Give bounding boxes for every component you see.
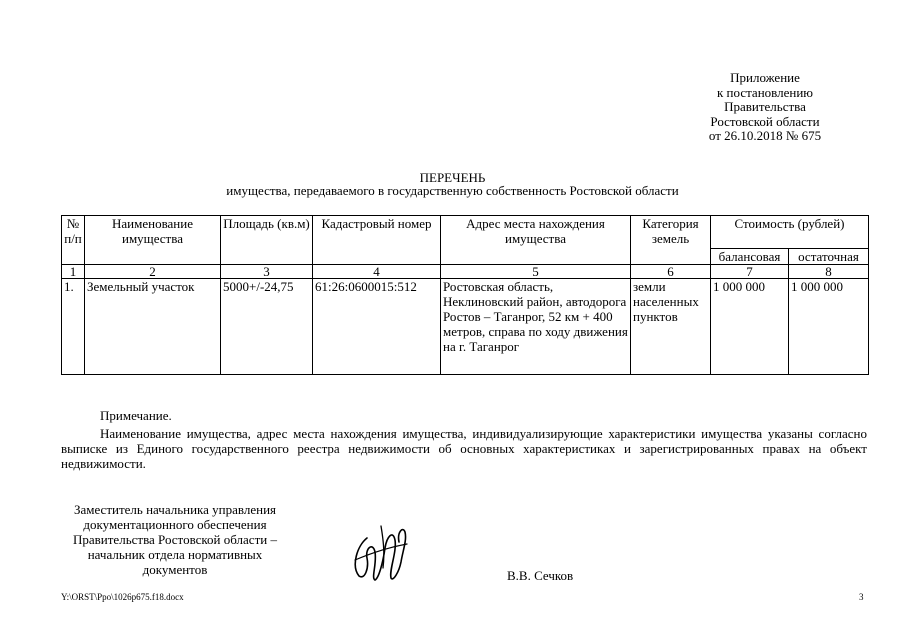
column-number: 3	[221, 265, 313, 279]
handwritten-signature	[345, 518, 425, 583]
cell-category: земли населенных пунктов	[631, 279, 711, 375]
cell-area: 5000+/-24,75	[221, 279, 313, 375]
document-title: ПЕРЕЧЕНЬ	[419, 170, 486, 185]
cell-cost-balance: 1 000 000	[711, 279, 789, 375]
signatory-name: В.В. Сечков	[507, 568, 574, 583]
note-text: Наименование имущества, адрес места нахождения имущества, индивидуализирующие характеристики имущества указаны согласно выписке из Единого государственного реестра недвижимости об основных характеристиках и зарегистрированных правах на объект недвижимости.	[61, 426, 867, 471]
cell-address: Ростовская область, Неклиновский район, автодорога Ростов – Таганрог, 52 км + 400 метров, справа по ходу движения на г. Таганрог	[441, 279, 631, 375]
header-cost-balance: балансовая	[711, 249, 789, 265]
header-area: Площадь (кв.м)	[221, 216, 313, 265]
header-address: Адрес места нахождения имущества	[441, 216, 631, 265]
footer-file-path: Y:\ORST\Ppo\1026p675.f18.docx	[61, 592, 184, 602]
column-number: 7	[711, 265, 789, 279]
column-number-row	[62, 265, 869, 279]
header-num: № п/п	[62, 216, 85, 265]
cell-cost-residual: 1 000 000	[789, 279, 869, 375]
page-number: 3	[859, 592, 864, 602]
column-number: 8	[789, 265, 869, 279]
cell-name: Земельный участок	[85, 279, 221, 375]
column-number: 4	[313, 265, 441, 279]
appendix-line: Ростовской области	[710, 113, 820, 129]
note-title: Примечание.	[100, 408, 172, 423]
header-category: Категория земель	[631, 216, 711, 265]
header-cost-residual: остаточная	[789, 249, 869, 265]
appendix-block	[640, 71, 890, 144]
signatory-position: Заместитель начальника управления документационного обеспечения Правительства Ростовской области – начальник отдела нормативных документов	[73, 502, 277, 577]
column-number: 5	[441, 265, 631, 279]
property-table	[61, 215, 869, 375]
column-number: 6	[631, 265, 711, 279]
appendix-line: от 26.10.2018 № 675	[708, 128, 822, 143]
table-header-row	[62, 216, 869, 249]
header-name: Наименование имущества	[85, 216, 221, 265]
appendix-line: Правительства	[724, 99, 806, 114]
cell-num: 1.	[62, 279, 85, 375]
appendix-line: к постановлению	[716, 84, 814, 100]
column-number: 2	[85, 265, 221, 279]
cell-cadastral: 61:26:0600015:512	[313, 279, 441, 375]
column-number: 1	[62, 265, 85, 279]
header-cadastral: Кадастровый номер	[313, 216, 441, 265]
table-row	[62, 279, 869, 375]
appendix-line: Приложение	[730, 70, 800, 85]
header-cost: Стоимость (рублей)	[711, 216, 869, 249]
document-subtitle: имущества, передаваемого в государственную собственность Ростовской области	[226, 183, 679, 198]
